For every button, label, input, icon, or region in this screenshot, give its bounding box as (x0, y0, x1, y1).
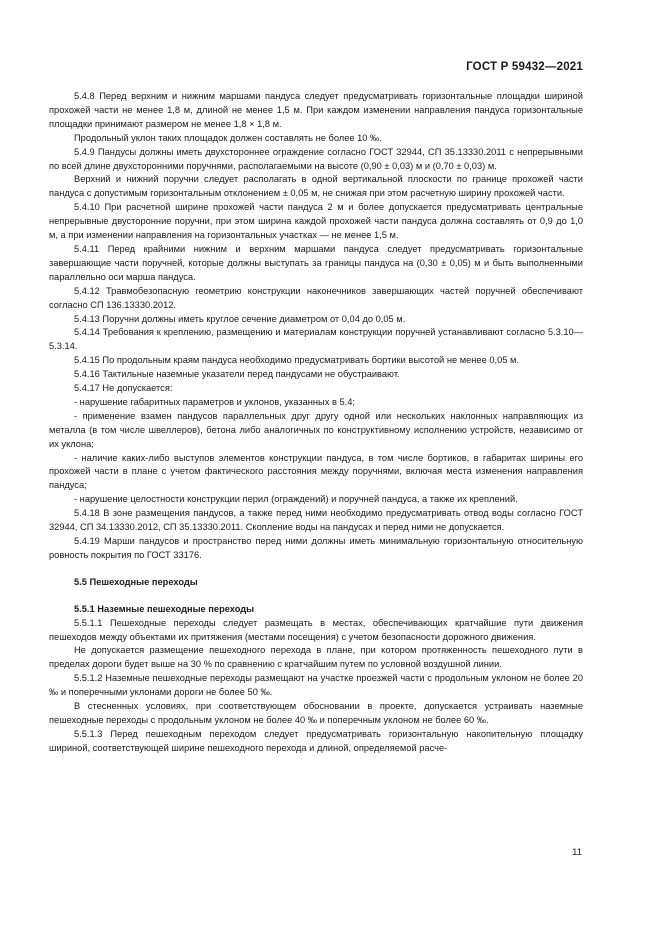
subsection-heading: 5.5.1 Наземные пешеходные переходы (74, 603, 255, 614)
paragraph: 5.4.10 При расчетной ширине прохожей части пандуса 2 м и более допускается предусматривать центральные непрерывные двусторонние поручни, при этом ширина каждой прохожей части пандуса должна составлять от 0,9 до 1,0 м, а при изменении направления на горизонтальных участках — не менее 1,5 м. (49, 202, 583, 241)
paragraph: 5.4.19 Марши пандусов и пространство перед ними должны иметь минимальную горизонтальную относительную ровность покрытия по ГОСТ 33176. (49, 536, 583, 560)
paragraph: Не допускается размещение пешеходного перехода в плане, при котором протяженность пешеходного пути в пределах дороги будет выше на 30 % по сравнению с кратчайшим путем по условной воздушной линии. (49, 645, 583, 670)
list-item: - применение взамен пандусов параллельных друг другу одной или нескольких наклонных направляющих из металла (в том числе швеллеров), бетона либо аналогичных по конструктивному исполнению устройств, независимо от их уклона; (49, 410, 583, 449)
paragraph: 5.5.1.3 Перед пешеходным переходом следует предусматривать горизонтальную накопительную площадку шириной, соответствующей ширине пешеходного перехода и длиной, определяемой расче- (49, 728, 583, 753)
list-item: - нарушение габаритных параметров и уклонов, указанных в 5.4; (74, 396, 355, 407)
list-item: - нарушение целостности конструкции перил (ограждений) и поручней пандуса, а также их креплений. (74, 494, 518, 505)
paragraph: 5.4.16 Тактильные наземные указатели перед пандусами не обустраивают. (74, 369, 400, 380)
paragraph: 5.4.17 Не допускается: (74, 383, 173, 394)
paragraph: 5.4.11 Перед крайними нижним и верхним маршами пандуса следует предусматривать горизонтальные завершающие части поручней, которые должны выступать за границы пандуса на (0,30 ± 0,05) м и быть выполненными параллельно оси марша пандуса. (49, 243, 583, 282)
standard-header: ГОСТ Р 59432—2021 (466, 61, 583, 73)
paragraph: 5.5.1.1 Пешеходные переходы следует размещать в местах, обеспечивающих кратчайшие пути движения пешеходов между объектами их притяжения (местами посещения) с учетом безопасности дорожного движения. (49, 617, 583, 642)
paragraph: 5.4.12 Травмобезопасную геометрию конструкции наконечников завершающих частей поручней обеспечивают согласно СП 136.13330.2012. (49, 285, 583, 310)
paragraph: Верхний и нижний поручни следует располагать в одной вертикальной плоскости по границе прохожей части пандуса с допустимым горизонтальным отклонением ± 0,05 м, не снижая при этом расчетную ширину прохожей части. (49, 174, 583, 199)
paragraph: 5.4.8 Перед верхним и нижним маршами пандуса следует предусматривать горизонтальные площадки шириной прохожей части не менее 1,8 м, длиной не менее 1,5 м. При каждом изменении направления пандуса горизонтальные площадки принимают размером не менее 1,8 × 1,8 м. (49, 91, 583, 129)
paragraph: В стесненных условиях, при соответствующем обосновании в проекте, допускается устраивать наземные пешеходные переходы с продольным уклоном не более 40 ‰ и поперечным уклоном не более 60 ‰. (49, 701, 583, 725)
paragraph: Продольный уклон таких площадок должен составлять не более 10 ‰. (74, 132, 382, 143)
list-item: - наличие каких-либо выступов элементов конструкции пандуса, в том числе бортиков, в габаритах ширины его прохожей части в плане с учетом фактического расстояния между поручнями, включая места изменения направления пандуса; (49, 452, 583, 491)
paragraph: 5.4.18 В зоне размещения пандусов, а также перед ними необходимо предусматривать отвод воды согласно ГОСТ 32944, СП 34.13330.2012, СП 35.13330.2011. Скопление воды на пандусах и перед ними не допускается. (49, 508, 583, 533)
paragraph: 5.5.1.2 Наземные пешеходные переходы размещают на участке проезжей части с продольным уклоном не более 20 ‰ и поперечными уклонами дороги не более 50 ‰. (49, 673, 583, 698)
paragraph: 5.4.15 По продольным краям пандуса необходимо предусматривать бортики высотой не менее 0,05 м. (74, 355, 519, 366)
document-body (49, 90, 583, 756)
section-heading: 5.5 Пешеходные переходы (74, 576, 198, 587)
page-number: 11 (572, 847, 582, 858)
paragraph: 5.4.13 Поручни должны иметь круглое сечение диаметром от 0,04 до 0,05 м. (74, 313, 406, 324)
paragraph: 5.4.9 Пандусы должны иметь двухстороннее ограждение согласно ГОСТ 32944, СП 35.13330.2011 с непрерывными по всей длине двухсторонними поручнями, располагаемыми на высоте (0,90 ± 0,03) м и (0,70 ± 0,03) м. (49, 146, 583, 171)
paragraph: 5.4.14 Требования к креплению, размещению и материалам конструкции поручней устанавливают согласно 5.3.10—5.3.14. (49, 327, 583, 352)
